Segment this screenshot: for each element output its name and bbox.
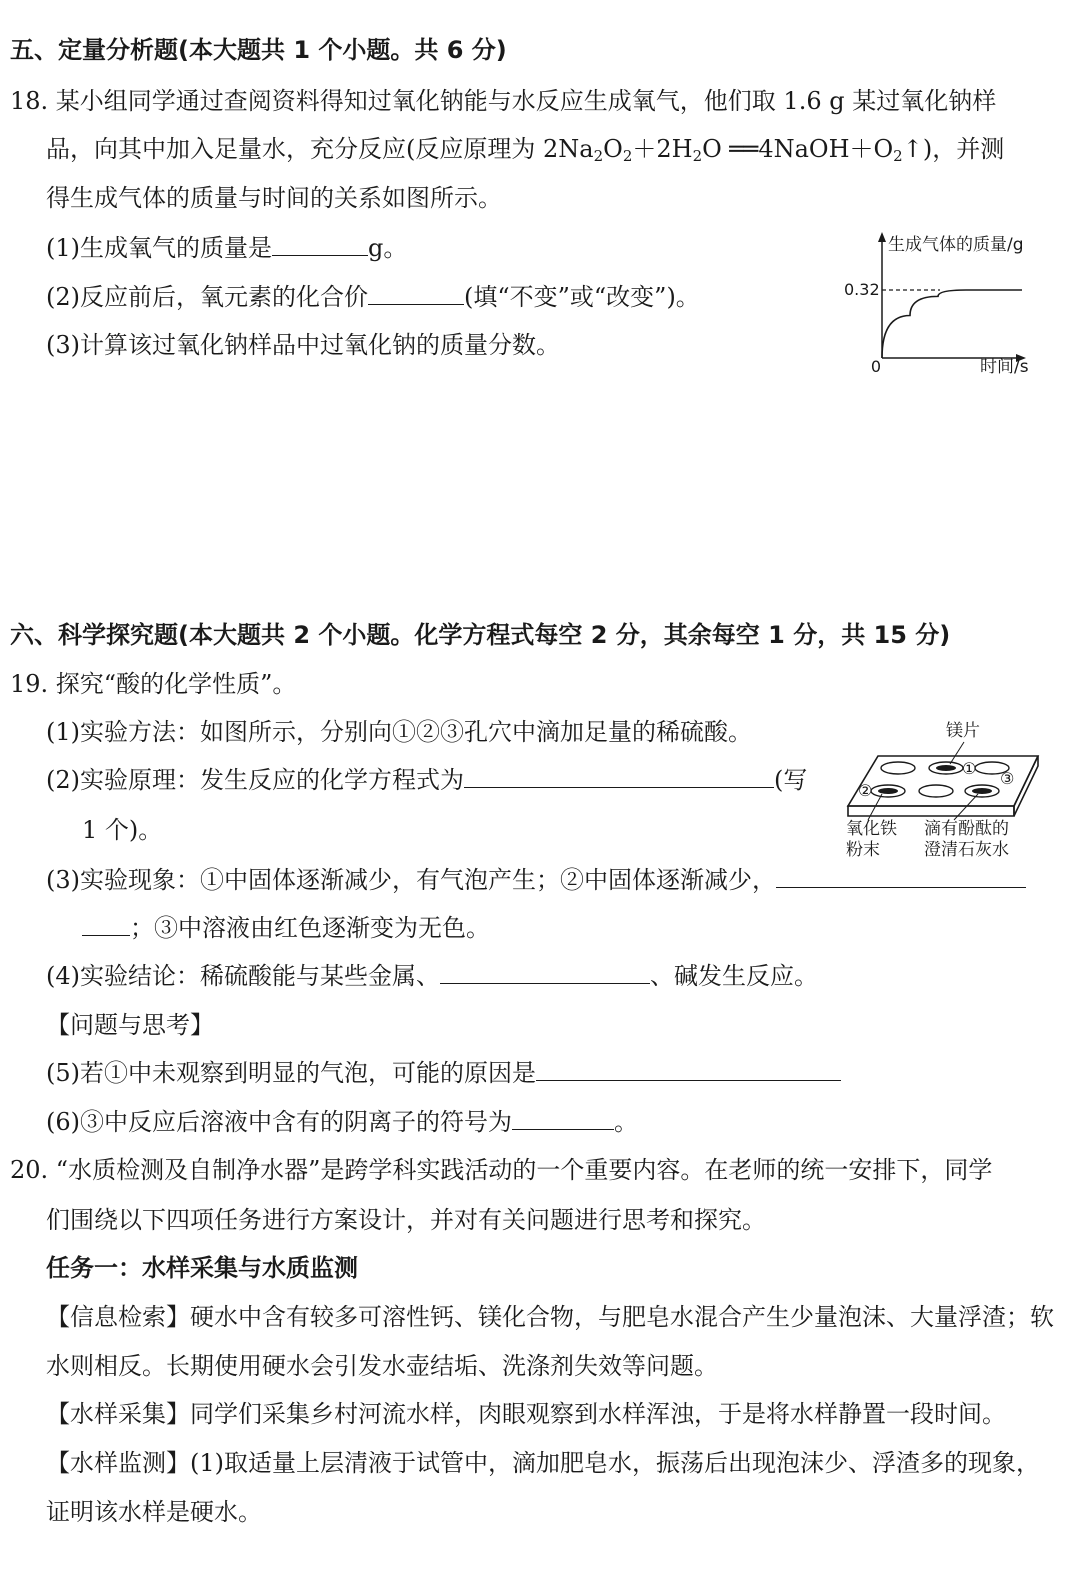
x-axis-label: 时间/s (980, 357, 1029, 377)
limewater-label: 滴有酚酞的 (924, 819, 1009, 839)
origin-label: 0 (870, 357, 882, 376)
info-text: 水则相反。长期使用硬水会引发水壶结垢、洗涤剂失效等问题。 (46, 1352, 718, 1380)
info-text: 【信息检索】硬水中含有较多可溶性钙、镁化合物，与肥皂水混合产生少量泡沫、大量浮渣；软 (46, 1303, 1054, 1331)
info-text: 【水样采集】同学们采集乡村河流水样，肉眼观察到水样浑浊，于是将水样静置一段时间。 (46, 1400, 1006, 1428)
info-text: 证明该水样是硬水。 (46, 1498, 262, 1526)
section-heading: 六、科学探究题(本大题共 2 个小题。化学方程式每空 2 分，其余每空 1 分，共 15 分) (10, 621, 951, 649)
sub-question: (4)实验结论：稀硫酸能与某些金属、 、碱发生反应。 (46, 962, 818, 990)
well-number-2: ② (858, 781, 873, 800)
well-plate-figure (838, 712, 1058, 862)
question-text: 们围绕以下四项任务进行方案设计，并对有关问题进行思考和探究。 (46, 1206, 766, 1234)
plate-side (1014, 756, 1038, 816)
sub-question: (6)③中反应后溶液中含有的阴离子的符号为 。 (46, 1108, 638, 1136)
sub-question: (2)反应前后，氧元素的化合价 (填“不变”或“改变”)。 (46, 283, 700, 311)
sub-question: (5)若①中未观察到明显的气泡，可能的原因是 (46, 1058, 841, 1088)
answer-blank[interactable] (512, 1107, 614, 1130)
question-text: 品，向其中加入足量水，充分反应(反应原理为 $2Na_2O_2+2H_2O$ $══4NaOH+O_2↑$)，并测 (46, 135, 1005, 165)
answer-blank[interactable] (368, 282, 464, 305)
iron-oxide-label: 粉末 (846, 840, 880, 860)
iron-oxide-powder (878, 788, 898, 794)
sub-question: ；③中溶液由红色逐渐变为无色。 (82, 913, 490, 943)
y-tick-label: 0.32 (844, 280, 880, 299)
well (881, 762, 915, 774)
question-text: 18. 某小组同学通过查阅资料得知过氧化钠能与水反应生成氧气，他们取 1.6 g 某过氧化钠样 (10, 87, 997, 115)
series-line (882, 290, 1022, 358)
answer-blank[interactable] (272, 233, 368, 256)
question-text: 20. “水质检测及自制净水器”是跨学科实践活动的一个重要内容。在老师的统一安排下，同学 (10, 1156, 993, 1184)
sub-question: 1 个)。 (82, 816, 163, 844)
y-axis-arrow-icon (878, 232, 886, 242)
answer-blank[interactable] (776, 865, 1026, 888)
well (919, 785, 953, 797)
well-number-1: ① (962, 759, 977, 778)
sub-question: (3)计算该过氧化钠样品中过氧化钠的质量分数。 (46, 331, 560, 359)
magnesium-strip (936, 765, 956, 771)
sub-question: (1)生成氧气的质量是 g。 (46, 234, 408, 262)
iron-oxide-label: 氧化铁 (846, 819, 897, 839)
limewater-label: 澄清石灰水 (924, 840, 1009, 860)
answer-blank[interactable] (464, 765, 774, 788)
sub-question: (1)实验方法：如图所示，分别向①②③孔穴中滴加足量的稀硫酸。 (46, 718, 752, 746)
answer-blank[interactable] (440, 961, 650, 984)
answer-blank[interactable] (536, 1058, 841, 1081)
limewater (972, 788, 992, 794)
magnesium-label: 镁片 (946, 721, 980, 741)
section-heading: 五、定量分析题(本大题共 1 个小题。共 6 分) (10, 36, 507, 64)
mass-time-chart (830, 228, 1050, 378)
task-heading: 任务一：水样采集与水质监测 (46, 1254, 358, 1282)
y-axis-label: 生成气体的质量/g (888, 235, 1024, 255)
info-text: 【水样监测】(1)取适量上层清液于试管中，滴加肥皂水，振荡后出现泡沫少、浮渣多的现象， (46, 1449, 1040, 1477)
question-text: 得生成气体的质量与时间的关系如图所示。 (46, 184, 502, 212)
sub-question: (3)实验现象：①中固体逐渐减少，有气泡产生；②中固体逐渐减少， (46, 865, 1026, 895)
answer-blank[interactable] (82, 913, 130, 936)
well-number-3: ③ (1000, 769, 1015, 788)
sub-question: (2)实验原理：发生反应的化学方程式为 (写 (46, 766, 808, 794)
think-heading: 【问题与思考】 (46, 1011, 214, 1039)
question-text: 19. 探究“酸的化学性质”。 (10, 670, 297, 698)
